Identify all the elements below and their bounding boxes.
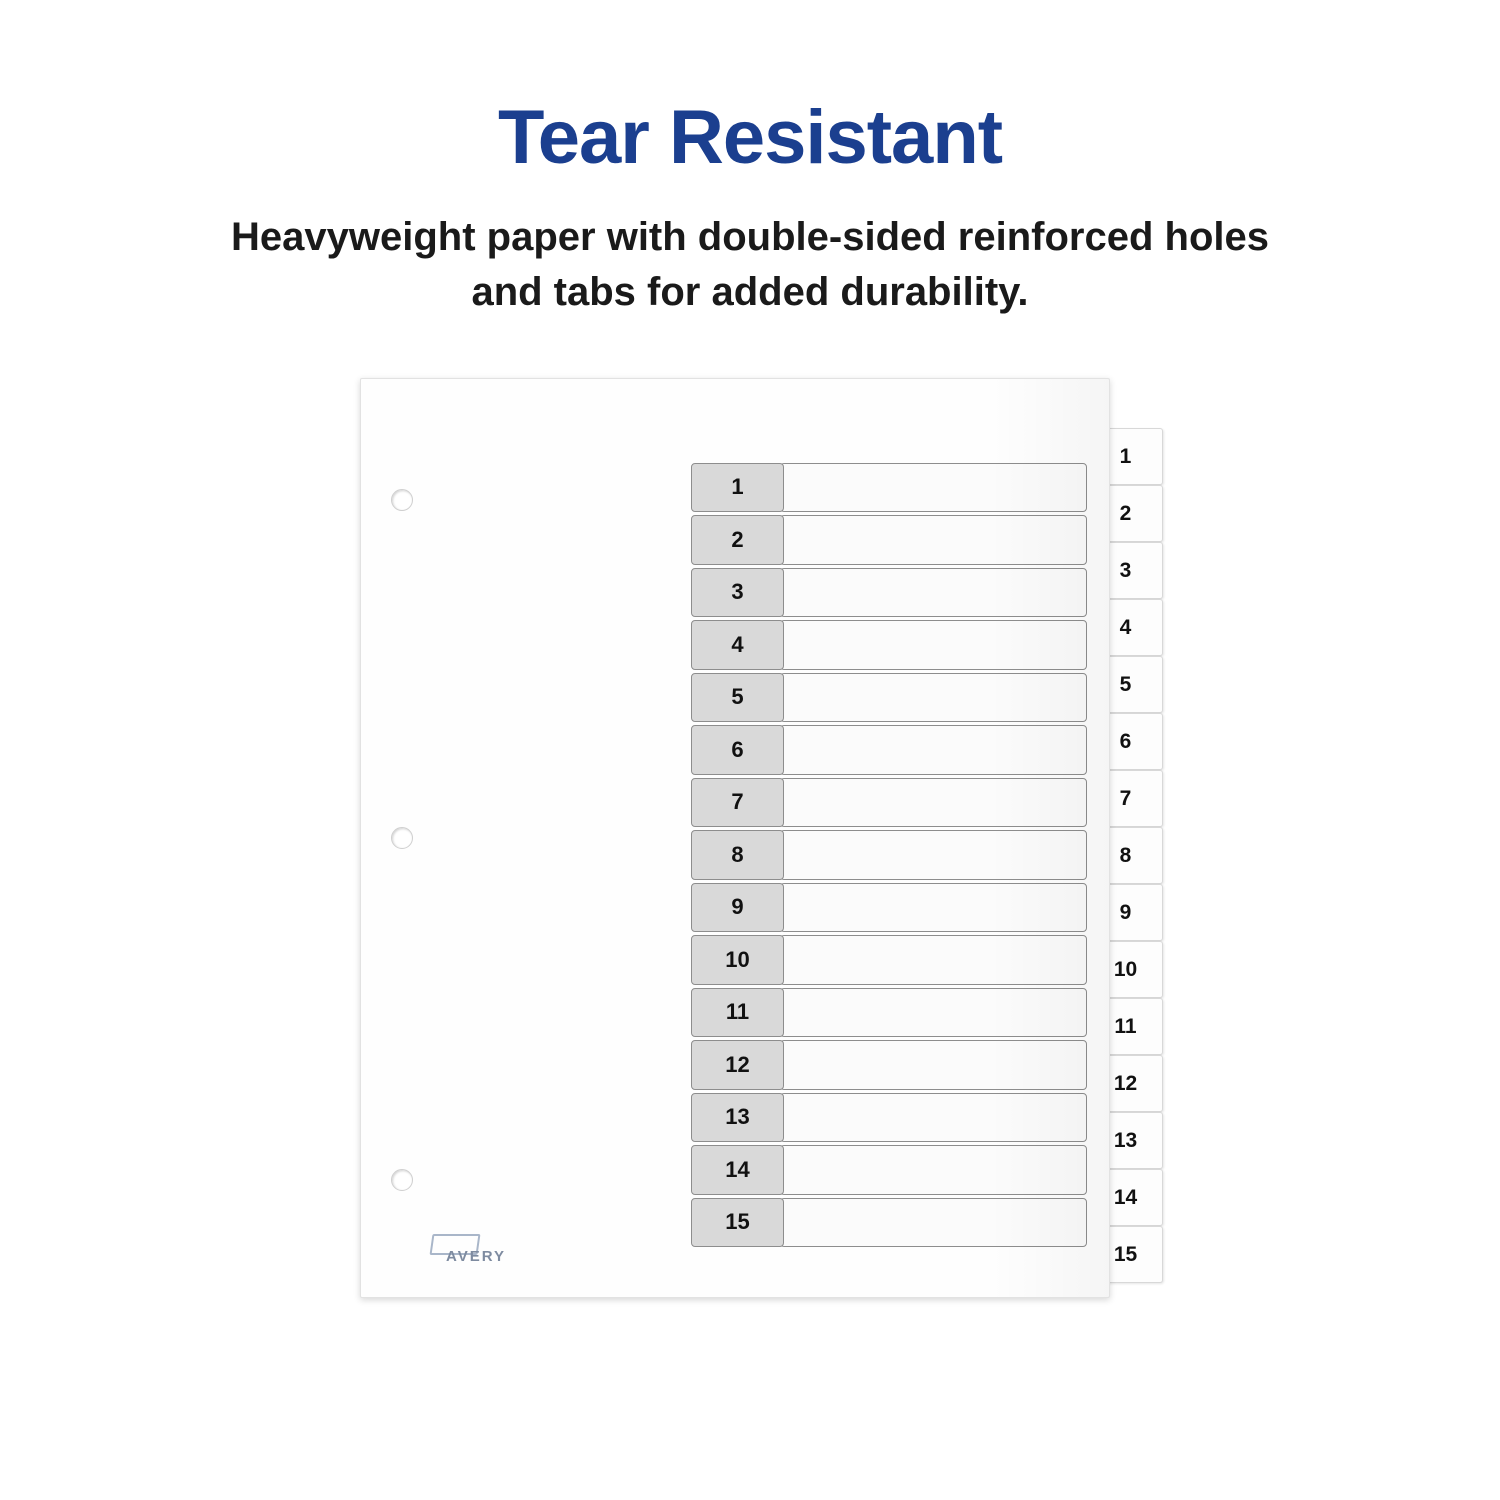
table-row: [691, 461, 1087, 514]
tab-extension-label: 3: [1119, 558, 1132, 582]
punch-hole-bottom: [391, 1169, 413, 1191]
tab-extension-label: 10: [1113, 957, 1138, 981]
row-write-in-area: [780, 620, 1087, 670]
table-row: [691, 934, 1087, 987]
table-row: [691, 724, 1087, 777]
row-number: 9: [691, 883, 784, 933]
row-write-in-area: [780, 988, 1087, 1038]
row-write-in-area: [780, 515, 1087, 565]
table-row: [691, 1039, 1087, 1092]
table-row: [691, 881, 1087, 934]
tab-extension-label: 12: [1113, 1071, 1138, 1095]
tab-extension-label: 2: [1119, 501, 1132, 525]
row-write-in-area: [780, 883, 1087, 933]
avery-logo: [421, 1234, 531, 1268]
row-number: 8: [691, 830, 784, 880]
row-number: 14: [691, 1145, 784, 1195]
row-write-in-area: [780, 463, 1087, 513]
tab-extension-label: 15: [1113, 1242, 1138, 1266]
row-write-in-area: [780, 725, 1087, 775]
tab-extension-label: 4: [1119, 615, 1132, 639]
row-write-in-area: [780, 1093, 1087, 1143]
avery-wordmark: AVERY: [445, 1248, 506, 1265]
row-number: 3: [691, 568, 784, 618]
row-write-in-area: [780, 935, 1087, 985]
row-write-in-area: [780, 1145, 1087, 1195]
tab-extension-label: 6: [1119, 729, 1132, 753]
row-number: 13: [691, 1093, 784, 1143]
row-number: 5: [691, 673, 784, 723]
table-row: [691, 566, 1087, 619]
row-number: 2: [691, 515, 784, 565]
row-write-in-area: [780, 673, 1087, 723]
table-row: [691, 1091, 1087, 1144]
table-row: [691, 671, 1087, 724]
tab-extension-label: 5: [1119, 672, 1132, 696]
row-write-in-area: [780, 1040, 1087, 1090]
table-row: [691, 1144, 1087, 1197]
row-number: 6: [691, 725, 784, 775]
table-row: [691, 986, 1087, 1039]
table-row: [691, 1196, 1087, 1249]
tab-extension-label: 14: [1113, 1185, 1138, 1209]
tab-extension-label: 13: [1113, 1128, 1138, 1152]
row-write-in-area: [780, 778, 1087, 828]
tab-extension-label: 1: [1119, 444, 1132, 468]
tab-extension-label: 8: [1119, 843, 1132, 867]
row-number: 15: [691, 1198, 784, 1248]
tab-extension-label: 9: [1119, 900, 1132, 924]
table-row: [691, 619, 1087, 672]
page-headline: Tear Resistant: [497, 95, 1003, 180]
divider-sheet: [360, 378, 1110, 1298]
row-number: 7: [691, 778, 784, 828]
row-write-in-area: [780, 830, 1087, 880]
table-row: [691, 514, 1087, 567]
table-of-contents-rows: [691, 461, 1087, 1249]
row-write-in-area: [780, 568, 1087, 618]
row-number: 1: [691, 463, 784, 513]
row-number: 10: [691, 935, 784, 985]
row-write-in-area: [780, 1198, 1087, 1248]
punch-hole-middle: [391, 827, 413, 849]
row-number: 12: [691, 1040, 784, 1090]
product-photo: [360, 378, 1160, 1318]
tab-extension-label: 7: [1119, 786, 1132, 810]
tab-extension-label: 11: [1114, 1014, 1137, 1038]
table-row: [691, 829, 1087, 882]
row-number: 11: [691, 988, 784, 1038]
row-number: 4: [691, 620, 784, 670]
page-subheadline: Heavyweight paper with double-sided reinforced holes and tabs for added durability.: [231, 215, 1269, 315]
table-row: [691, 776, 1087, 829]
punch-hole-top: [391, 489, 413, 511]
